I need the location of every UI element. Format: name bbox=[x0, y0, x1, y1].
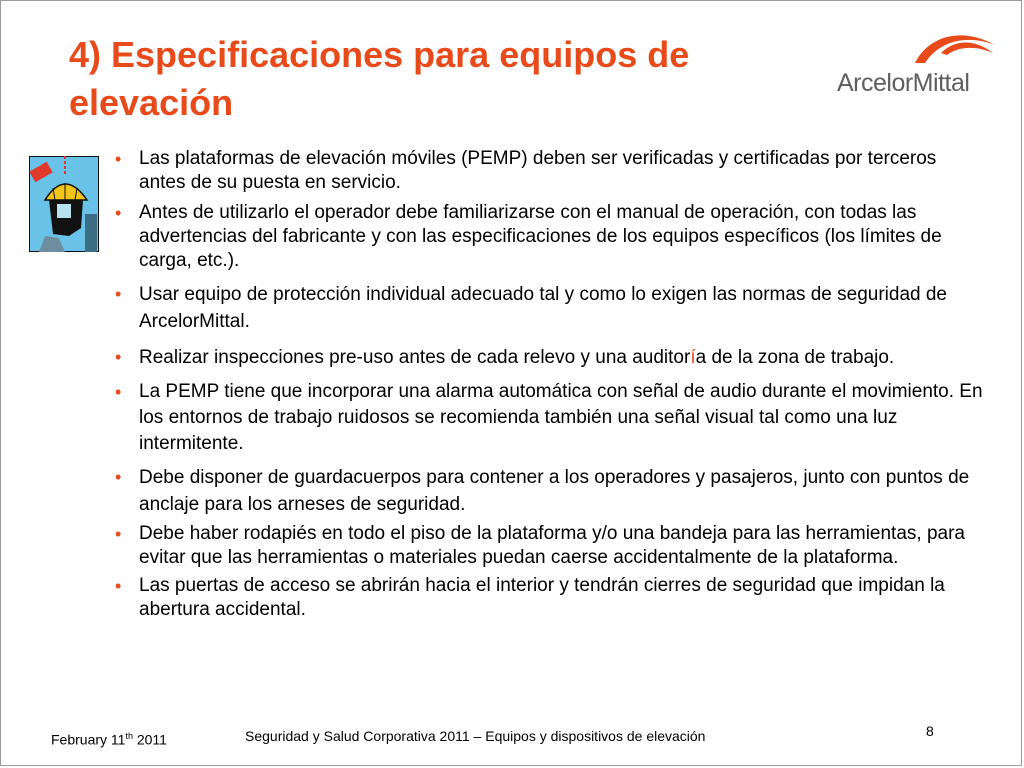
arcelormittal-swoosh-icon bbox=[911, 23, 1001, 67]
bullet-text-end: a de la zona de trabajo. bbox=[695, 347, 895, 368]
bullet-text-start: Realizar inspecciones pre-uso antes de cada relevo y una auditor bbox=[139, 347, 691, 368]
bullet-item: • Debe haber rodapiés en todo el piso de la plataforma y/o una bandeja para las herramientas, para evitar que las herramientas o materiales puedan caerse accidentalmente de la plataforma. bbox=[105, 522, 985, 570]
bullet-item: • Debe disponer de guardacuerpos para contener a los operadores y pasajeros, junto con puntos de anclaje para los arneses de seguridad. bbox=[105, 464, 985, 518]
bullet-item: • Usar equipo de protección individual adecuado tal y como lo exigen las normas de seguridad de ArcelorMittal. bbox=[105, 281, 985, 335]
bullet-list bbox=[105, 147, 985, 622]
page-number: 8 bbox=[926, 723, 934, 739]
footer-title: Seguridad y Salud Corporativa 2011 – Equipos y dispositivos de elevación bbox=[245, 728, 706, 744]
bullet-item: • Las puertas de acceso se abrirán hacia el interior y tendrán cierres de seguridad que impidan la abertura accidental. bbox=[105, 574, 985, 622]
bullet-item: • Las plataformas de elevación móviles (PEMP) deben ser verificadas y certificadas por terceros antes de su puesta en servicio. bbox=[105, 147, 985, 195]
arcelormittal-logo bbox=[837, 23, 987, 103]
footer-date-year: 2011 bbox=[132, 731, 167, 748]
bullet-text-accent: í bbox=[690, 347, 696, 368]
footer-date-day: February 11 bbox=[51, 731, 126, 748]
bullet-item: • La PEMP tiene que incorporar una alarma automática con señal de audio durante el movimiento. En los entornos de trabajo ruidosos se recomienda también una señal visual tal como una luz intermitente. bbox=[105, 379, 985, 457]
footer-date-suffix: th bbox=[125, 731, 133, 741]
bullet-item bbox=[105, 344, 985, 371]
footer-date bbox=[51, 731, 167, 748]
hardhat-worker-icon bbox=[29, 156, 99, 252]
logo-wordmark: ArcelorMittal bbox=[837, 69, 970, 97]
slide-title: 4) Especificaciones para equipos de elevación bbox=[69, 34, 690, 123]
bullet-item: • Antes de utilizarlo el operador debe familiarizarse con el manual de operación, con todas las advertencias del fabricante y con las especificaciones de los equipos específicos (los límites de carga, etc.). bbox=[105, 201, 985, 273]
